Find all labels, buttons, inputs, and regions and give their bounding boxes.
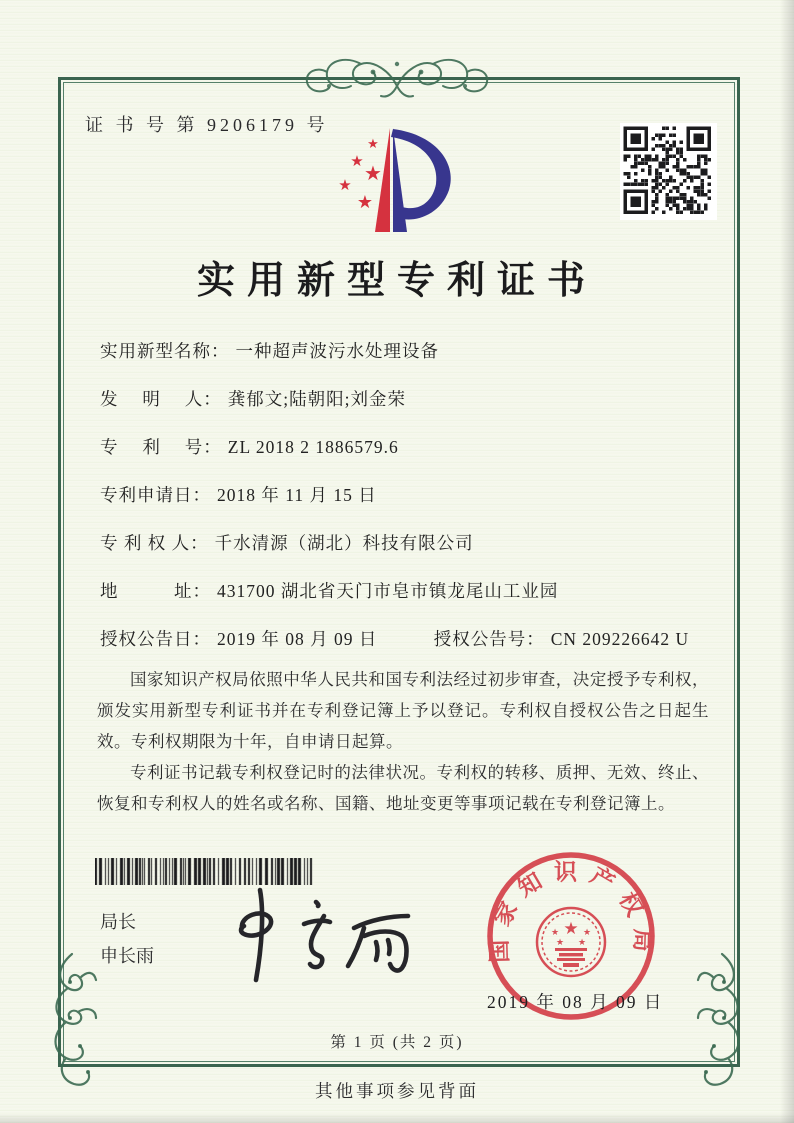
commissioner-block	[100, 905, 154, 973]
grant-number-value: CN 209226642 U	[550, 629, 690, 649]
field-value: ZL 2018 2 1886579.6	[227, 437, 399, 457]
cnipa-patent-logo-icon	[327, 126, 475, 238]
field-label: 专 利 权 人：	[100, 533, 209, 553]
field-value: 431700 湖北省天门市皂市镇龙尾山工业园	[217, 581, 559, 601]
svg-text:★: ★	[350, 152, 364, 170]
qr-code	[620, 123, 717, 220]
scan-edge-shadow-bottom	[0, 1113, 794, 1123]
svg-text:★: ★	[563, 919, 579, 939]
field-label: 专 利 号：	[100, 437, 222, 457]
field-label: 实用新型名称：	[100, 341, 230, 361]
field-row-patentee	[100, 530, 710, 578]
seal-circular-text: 国家知识产权局	[486, 859, 656, 963]
svg-text:★: ★	[577, 938, 587, 948]
field-value: 龚郁文;陆朝阳;刘金荣	[227, 389, 406, 409]
grant-number-label: 授权公告号：	[433, 629, 545, 649]
legal-text	[97, 664, 709, 819]
svg-text:国家知识产权局	[487, 860, 656, 963]
svg-text:★: ★	[364, 161, 382, 185]
grant-date-label: 授权公告日：	[100, 629, 211, 649]
svg-text:★: ★	[582, 928, 592, 938]
bottom-left-scroll-ornament-icon	[44, 950, 100, 1090]
certificate-title: 实用新型专利证书	[196, 260, 597, 302]
handwritten-signature	[212, 876, 432, 991]
field-label: 地 址：	[100, 581, 211, 601]
field-value: 2018 年 11 月 15 日	[217, 485, 377, 505]
top-scroll-ornament-icon	[277, 52, 517, 104]
bottom-right-scroll-ornament-icon	[694, 950, 750, 1090]
field-label: 发 明 人：	[100, 389, 222, 409]
certificate-number: 证 书 号 第 9206179 号	[85, 115, 329, 135]
commissioner-title: 局长	[100, 912, 136, 932]
legal-paragraph-1: 国家知识产权局依照中华人民共和国专利法经过初步审查，决定授予专利权，颁发实用新型专利证书并在专利登记簿上予以登记。专利权自授权公告之日起生效。专利权期限为十年，自申请日起算。	[97, 670, 709, 751]
field-row-utility-model-name	[100, 338, 710, 386]
page-number: 第 1 页 (共 2 页)	[330, 1034, 464, 1051]
field-row-patent-number	[100, 434, 710, 482]
national-emblem-icon	[537, 908, 605, 976]
field-row-inventors	[100, 386, 710, 434]
grant-date-value: 2019 年 08 月 09 日	[217, 629, 378, 649]
svg-text:★: ★	[367, 137, 379, 152]
seal-date: 2019 年 08 月 09 日	[487, 992, 664, 1012]
svg-text:★: ★	[356, 192, 374, 213]
commissioner-name: 申长雨	[100, 946, 154, 966]
scan-edge-shadow-right	[780, 0, 794, 1123]
svg-text:★: ★	[338, 176, 352, 194]
field-row-filing-date	[100, 482, 710, 530]
svg-text:★: ★	[555, 938, 565, 948]
field-row-address	[100, 578, 710, 626]
field-value: 千水清源（湖北）科技有限公司	[214, 533, 474, 553]
certificate-fields	[100, 338, 710, 668]
field-row-grant	[100, 626, 710, 668]
legal-paragraph-2: 专利证书记载专利权登记时的法律状况。专利权的转移、质押、无效、终止、恢复和专利权人的姓名或名称、国籍、地址变更等事项记载在专利登记簿上。	[97, 763, 709, 813]
field-label: 专利申请日：	[100, 485, 211, 505]
field-value: 一种超声波污水处理设备	[235, 341, 439, 361]
back-side-note: 其他事项参见背面	[315, 1081, 479, 1101]
svg-text:★: ★	[550, 928, 560, 938]
